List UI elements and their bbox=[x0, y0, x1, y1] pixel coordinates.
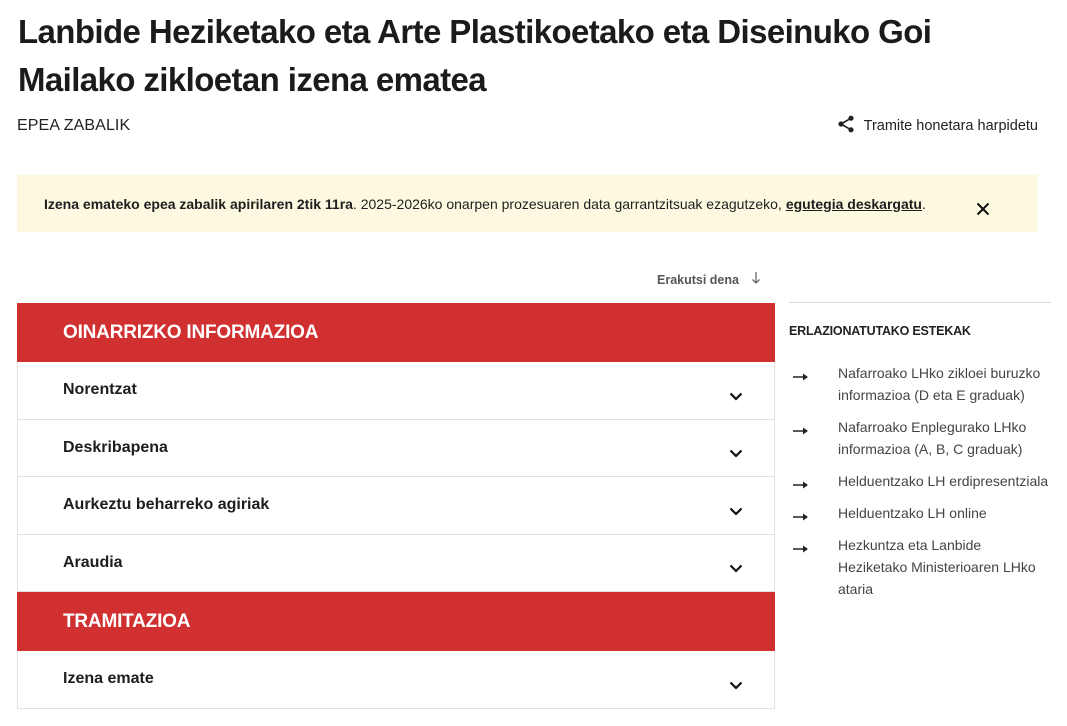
arrow-right-icon bbox=[793, 509, 808, 519]
close-icon[interactable] bbox=[976, 202, 990, 216]
page-title: Lanbide Heziketako eta Arte Plastikoetako eta Diseinuko Goi Mailako zikloetan izena ematea bbox=[18, 13, 932, 98]
chevron-down-icon bbox=[729, 388, 743, 397]
accordion bbox=[17, 303, 775, 709]
arrow-right-icon bbox=[793, 477, 808, 487]
related-link[interactable] bbox=[789, 505, 1051, 524]
notice-banner bbox=[17, 175, 1038, 232]
show-all-label: Erakutsi dena bbox=[657, 272, 739, 287]
show-all-button[interactable] bbox=[657, 271, 761, 288]
related-link-label: Hezkuntza eta Lanbide Heziketako Ministerioaren LHko ataria bbox=[838, 537, 1036, 597]
accordion-item-label: Deskribapena bbox=[63, 438, 168, 456]
arrow-right-icon bbox=[793, 423, 808, 433]
accordion-item-deskribapena[interactable] bbox=[17, 420, 775, 478]
related-link-label: Nafarroako LHko zikloei buruzko informazioa (D eta E graduak) bbox=[838, 365, 1041, 403]
related-links-panel bbox=[789, 302, 1051, 613]
chevron-down-icon bbox=[729, 677, 743, 686]
notice-body-text: . 2025-2026ko onarpen prozesuaren data garrantzitsuak ezagutzeko, bbox=[352, 195, 782, 212]
arrow-right-icon bbox=[793, 541, 808, 551]
accordion-item-norentzat[interactable] bbox=[17, 362, 775, 420]
accordion-item-agiriak[interactable] bbox=[17, 477, 775, 535]
related-link[interactable] bbox=[789, 537, 1051, 600]
calendar-download-link[interactable]: egutegia deskargatu bbox=[785, 195, 922, 212]
related-link-label: Helduentzako LH erdipresentziala bbox=[838, 473, 1049, 489]
related-link[interactable] bbox=[789, 473, 1051, 492]
chevron-down-icon bbox=[729, 445, 743, 454]
chevron-down-icon bbox=[729, 560, 743, 569]
related-link-label: Helduentzako LH online bbox=[838, 505, 987, 521]
accordion-item-label: Araudia bbox=[63, 553, 123, 571]
arrow-down-icon bbox=[751, 271, 761, 288]
share-icon bbox=[837, 115, 855, 137]
related-links-title: ERLAZIONATUTAKO ESTEKAK bbox=[789, 324, 971, 338]
section-header-basic-info: OINARRIZKO INFORMAZIOA bbox=[17, 303, 775, 362]
notice-text bbox=[44, 196, 926, 212]
related-link[interactable] bbox=[789, 365, 1051, 406]
accordion-item-label: Norentzat bbox=[63, 381, 137, 399]
subscribe-button[interactable] bbox=[837, 114, 1038, 138]
accordion-item-araudia[interactable] bbox=[17, 535, 775, 593]
chevron-down-icon bbox=[729, 503, 743, 512]
notice-end: . bbox=[921, 195, 926, 212]
related-link-label: Nafarroako Enplegurako LHko informazioa (A, B, C graduak) bbox=[838, 419, 1027, 457]
accordion-item-izena-emate[interactable] bbox=[17, 651, 775, 709]
notice-bold-text: Izena emateko epea zabalik apirilaren 2tik 11ra bbox=[44, 195, 353, 212]
related-link[interactable] bbox=[789, 419, 1051, 460]
accordion-item-label: Aurkeztu beharreko agiriak bbox=[63, 496, 270, 514]
subscribe-label: Tramite honetara harpidetu bbox=[863, 118, 1038, 134]
status-label: EPEA ZABALIK bbox=[17, 117, 131, 134]
arrow-right-icon bbox=[793, 369, 808, 379]
accordion-item-label: Izena emate bbox=[63, 670, 154, 688]
section-header-tramitazioa: TRAMITAZIOA bbox=[17, 592, 775, 651]
related-links-list bbox=[789, 365, 1051, 600]
